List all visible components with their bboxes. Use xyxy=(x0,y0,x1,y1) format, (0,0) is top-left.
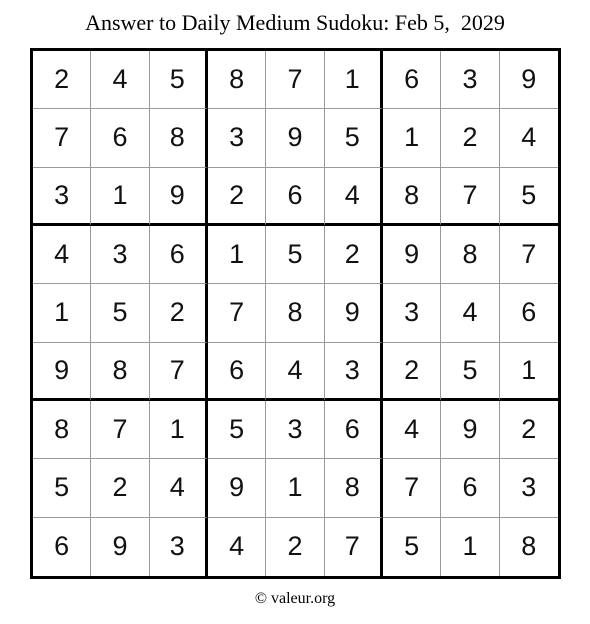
sudoku-cell-r9-c7: 5 xyxy=(383,518,441,576)
sudoku-cell-r5-c6: 9 xyxy=(325,284,383,342)
sudoku-cell-r9-c6: 7 xyxy=(325,518,383,576)
sudoku-cell-r9-c8: 1 xyxy=(441,518,499,576)
sudoku-cell-r8-c9: 3 xyxy=(500,459,558,517)
sudoku-cell-r9-c9: 8 xyxy=(521,531,537,562)
sudoku-cell-r1-c6: 1 xyxy=(325,51,383,109)
sudoku-cell-r7-c2: 7 xyxy=(91,401,149,459)
sudoku-cell-r4-c9: 7 xyxy=(500,226,558,284)
sudoku-cell-r7-c1: 8 xyxy=(33,401,91,459)
sudoku-cell-r7-c7: 4 xyxy=(383,401,441,459)
sudoku-cell-r5-c3: 2 xyxy=(150,284,208,342)
sudoku-cell-r9-c1: 6 xyxy=(33,518,91,576)
sudoku-cell-r1-c9: 9 xyxy=(500,51,558,109)
sudoku-cell-r1-c2: 4 xyxy=(91,51,149,109)
sudoku-cell-r3-c2: 1 xyxy=(91,168,149,226)
sudoku-cell-r6-c2: 8 xyxy=(91,343,149,401)
sudoku-cell-r2-c5: 9 xyxy=(266,109,324,167)
sudoku-cell-r1-c7: 6 xyxy=(383,51,441,109)
sudoku-cell-r9-c5: 2 xyxy=(266,518,324,576)
sudoku-cell-r6-c5: 4 xyxy=(266,343,324,401)
copyright-footer: © valeur.org xyxy=(254,590,336,607)
sudoku-cell-r4-c3: 6 xyxy=(150,226,208,284)
sudoku-cell-r6-c8: 5 xyxy=(441,343,499,401)
sudoku-cell-r6-c3: 7 xyxy=(150,343,208,401)
sudoku-cell-r3-c7: 8 xyxy=(383,168,441,226)
sudoku-cell-r2-c4: 3 xyxy=(208,109,266,167)
sudoku-cell-r6-c1: 9 xyxy=(33,343,91,401)
sudoku-cell-r6-c6: 3 xyxy=(325,343,383,401)
sudoku-cell-r3-c4: 2 xyxy=(208,168,266,226)
sudoku-cell-r8-c5: 1 xyxy=(266,459,324,517)
sudoku-cell-r3-c9: 5 xyxy=(500,168,558,226)
sudoku-cell-r1-c1: 2 xyxy=(33,51,91,109)
sudoku-cell-r8-c3: 4 xyxy=(150,459,208,517)
sudoku-cell-r7-c3: 1 xyxy=(150,401,208,459)
sudoku-cell-r5-c9: 6 xyxy=(500,284,558,342)
sudoku-cell-r8-c7: 7 xyxy=(383,459,441,517)
sudoku-cell-r7-c9: 2 xyxy=(500,401,558,459)
sudoku-cell-r7-c8: 9 xyxy=(441,401,499,459)
sudoku-board xyxy=(30,48,561,579)
sudoku-cell-r5-c1: 1 xyxy=(33,284,91,342)
sudoku-cell-r5-c2: 5 xyxy=(91,284,149,342)
sudoku-cell-r9-c4: 4 xyxy=(208,518,266,576)
sudoku-cell-r7-c5: 3 xyxy=(266,401,324,459)
sudoku-cell-r8-c8: 6 xyxy=(441,459,499,517)
sudoku-cell-r1-c3: 5 xyxy=(150,51,208,109)
sudoku-cell-r3-c5: 6 xyxy=(266,168,324,226)
sudoku-cell-r8-c2: 2 xyxy=(91,459,149,517)
sudoku-cell-r3-c1: 3 xyxy=(33,168,91,226)
sudoku-cell-r9-c2: 9 xyxy=(91,518,149,576)
sudoku-cell-r4-c5: 5 xyxy=(266,226,324,284)
sudoku-cell-r2-c8: 2 xyxy=(441,109,499,167)
sudoku-cell-r9-c3: 3 xyxy=(150,518,208,576)
sudoku-cell-r2-c2: 6 xyxy=(91,109,149,167)
sudoku-cell-r5-c4: 7 xyxy=(208,284,266,342)
sudoku-cell-r4-c4: 1 xyxy=(208,226,266,284)
sudoku-cell-r5-c7: 3 xyxy=(383,284,441,342)
sudoku-cell-r5-c8: 4 xyxy=(441,284,499,342)
sudoku-cell-r2-c7: 1 xyxy=(383,109,441,167)
sudoku-cell-r2-c1: 7 xyxy=(33,109,91,167)
page-title: Answer to Daily Medium Sudoku: Feb 5, 2029 xyxy=(85,10,505,35)
sudoku-cell-r8-c4: 9 xyxy=(208,459,266,517)
sudoku-cell-r6-c4: 6 xyxy=(208,343,266,401)
sudoku-cell-r7-c4: 5 xyxy=(208,401,266,459)
sudoku-cell-r4-c7: 9 xyxy=(383,226,441,284)
sudoku-cell-r5-c5: 8 xyxy=(266,284,324,342)
sudoku-cell-r4-c8: 8 xyxy=(441,226,499,284)
sudoku-cell-r7-c6: 6 xyxy=(325,401,383,459)
sudoku-cell-r8-c1: 5 xyxy=(33,459,91,517)
sudoku-cell-r3-c8: 7 xyxy=(441,168,499,226)
sudoku-cell-r6-c7: 2 xyxy=(383,343,441,401)
sudoku-cell-r1-c4: 8 xyxy=(208,51,266,109)
sudoku-cell-r2-c9: 4 xyxy=(500,109,558,167)
sudoku-cell-r8-c6: 8 xyxy=(325,459,383,517)
sudoku-cell-r6-c9: 1 xyxy=(500,343,558,401)
sudoku-cell-r1-c8: 3 xyxy=(441,51,499,109)
sudoku-cell-r1-c5: 7 xyxy=(266,51,324,109)
sudoku-cell-r4-c2: 3 xyxy=(91,226,149,284)
sudoku-cell-r4-c1: 4 xyxy=(33,226,91,284)
sudoku-cell-r3-c6: 4 xyxy=(325,168,383,226)
sudoku-cell-r2-c6: 5 xyxy=(325,109,383,167)
sudoku-cell-r4-c6: 2 xyxy=(325,226,383,284)
sudoku-cell-r3-c3: 9 xyxy=(150,168,208,226)
sudoku-cell-r2-c3: 8 xyxy=(150,109,208,167)
